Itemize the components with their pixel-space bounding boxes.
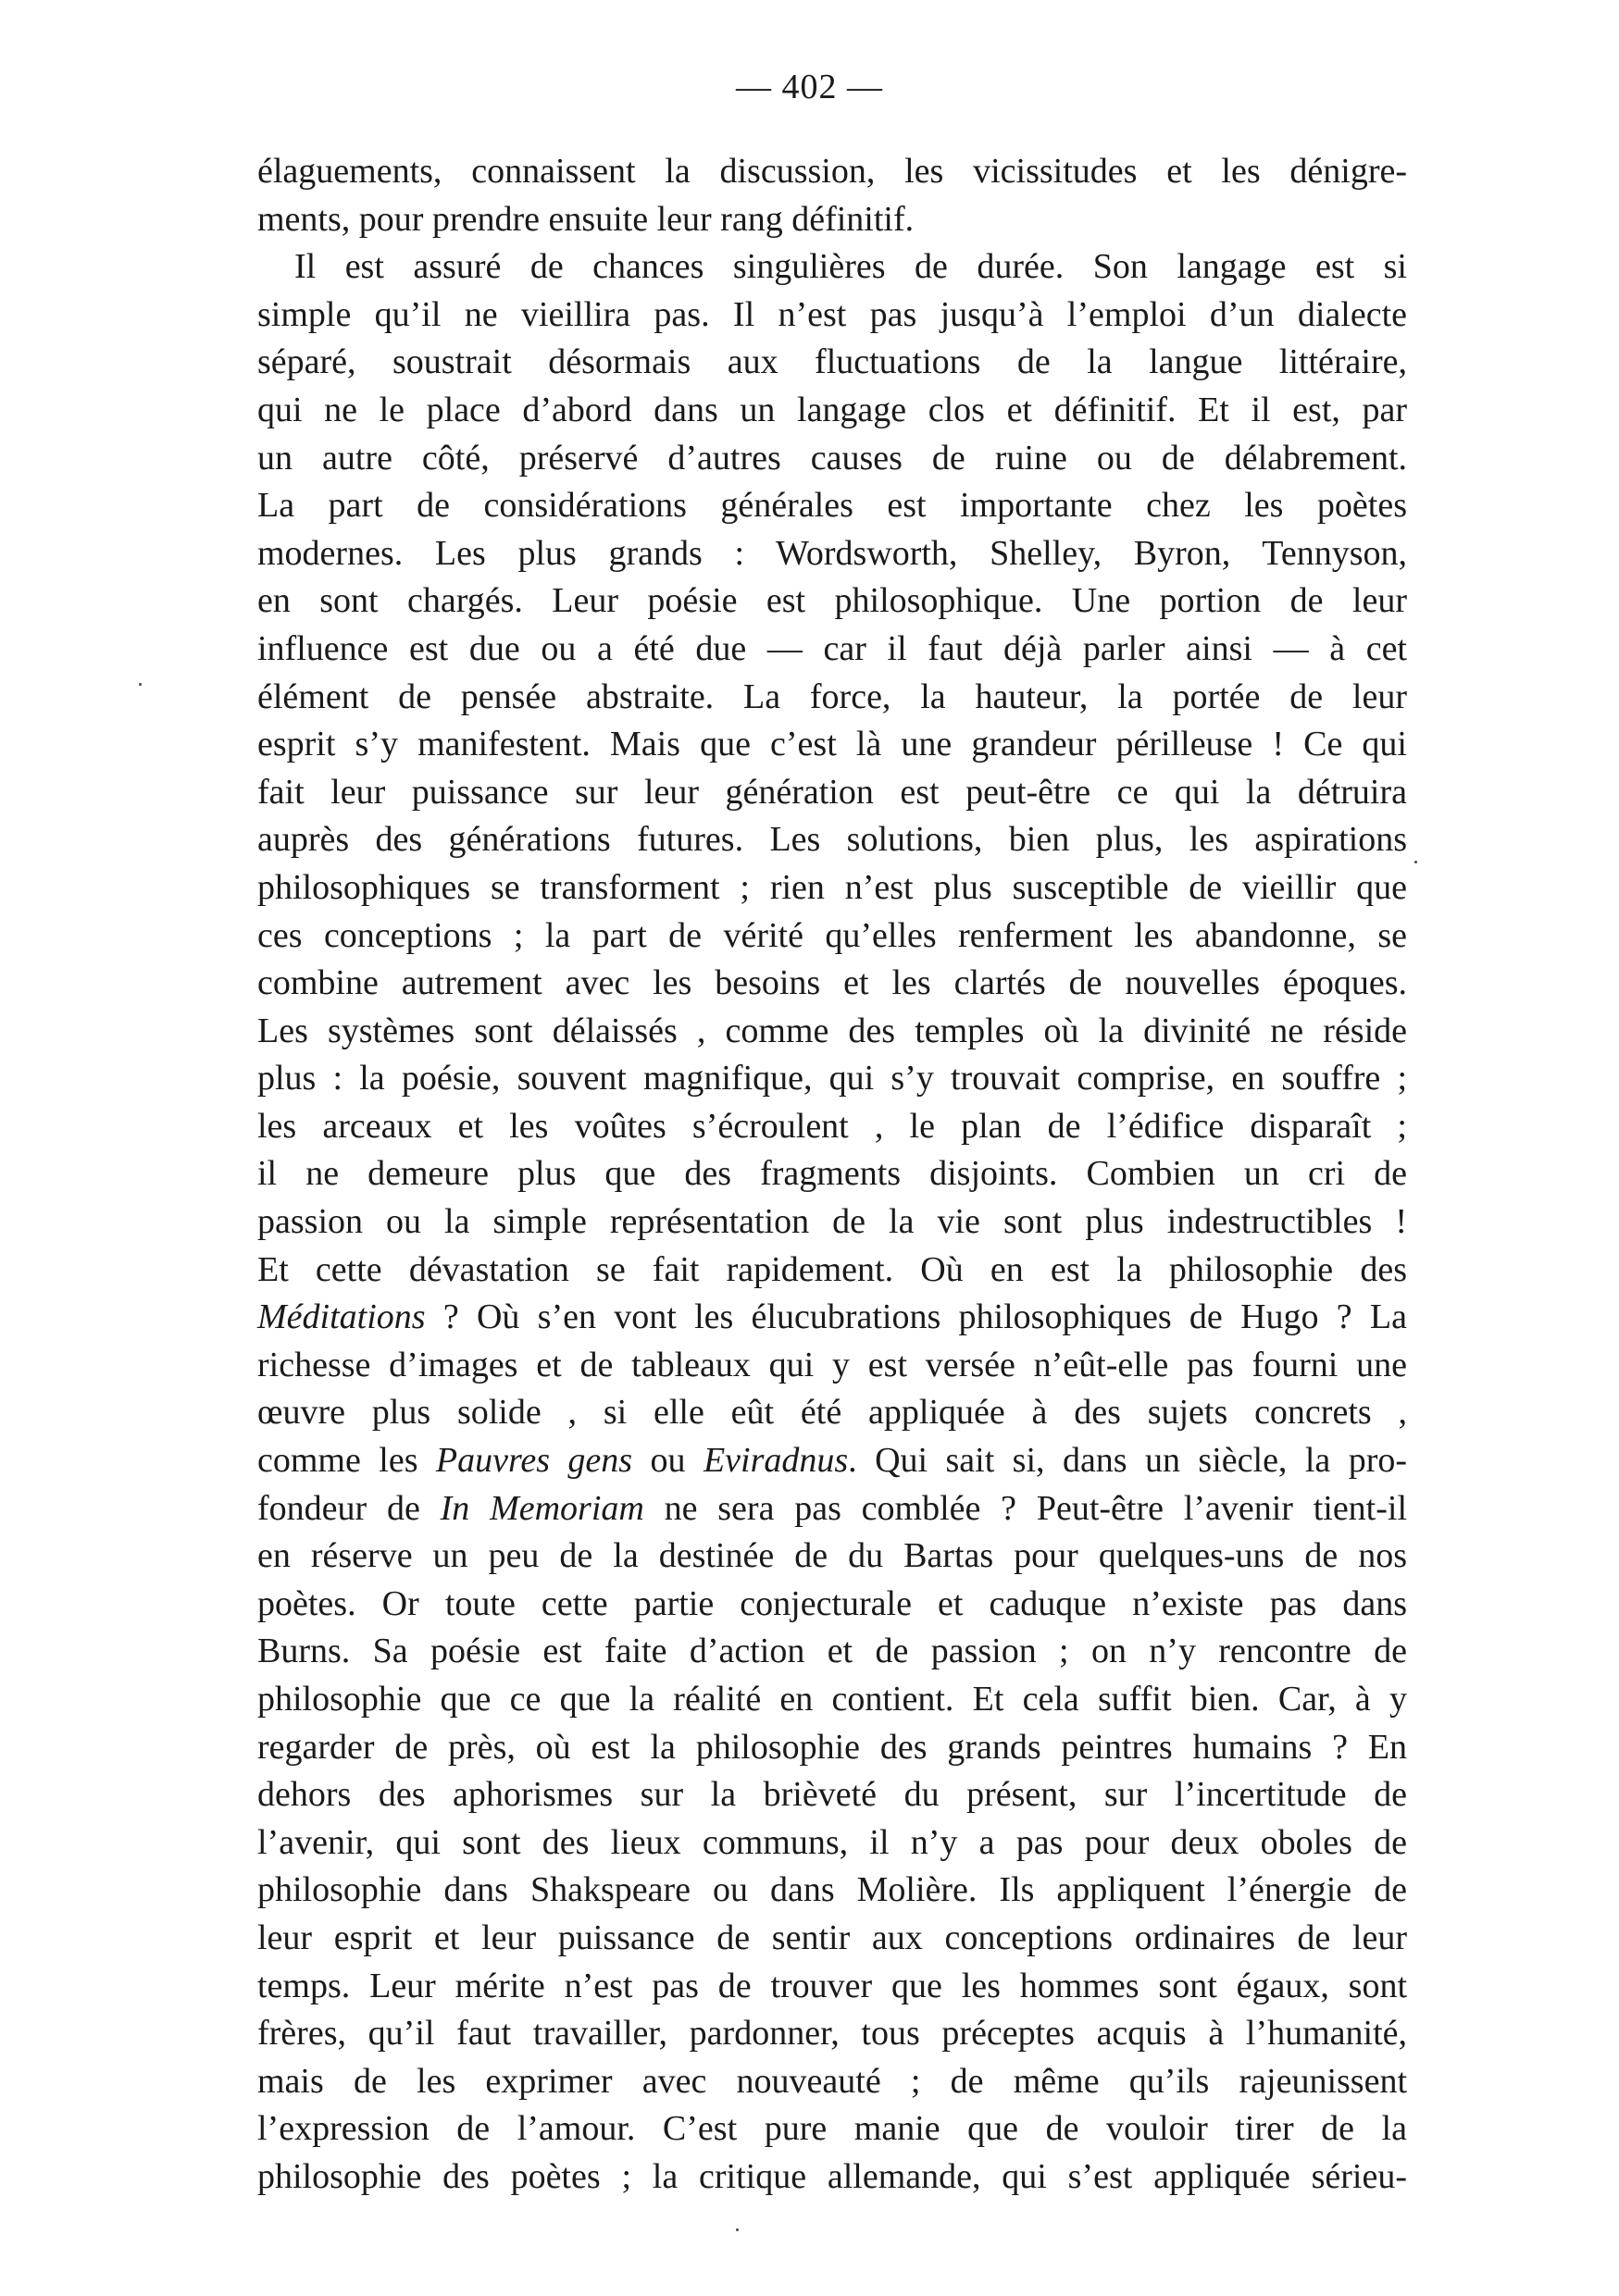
text-segment: fondeur de (257, 1488, 441, 1528)
italic-title: Pauvres gens (435, 1441, 633, 1481)
text-segment: l’avenir, qui sont des lieux communs, il n’y a pas pour deux oboles de (257, 1822, 1407, 1862)
body-text (257, 148, 1407, 2202)
text-line (257, 1437, 1407, 1485)
text-line (257, 243, 1407, 292)
text-segment: philosophie dans Shakspeare ou dans Molière. Ils appliquent l’énergie de (257, 1870, 1407, 1910)
italic-title: Méditations (257, 1297, 426, 1337)
text-segment: l’expression de l’amour. C’est pure manie que de vouloir tirer de la (257, 2109, 1407, 2149)
text-segment: passion ou la simple représentation de la vie sont plus indestructibles ! (257, 1202, 1407, 1242)
text-line (257, 1485, 1407, 1533)
text-line (257, 292, 1407, 340)
text-segment: en sont chargés. Leur poésie est philosophique. Une portion de leur (257, 581, 1407, 621)
scan-speck (139, 683, 142, 686)
text-line (257, 721, 1407, 769)
italic-title: In Memoriam (440, 1488, 644, 1528)
text-line (257, 769, 1407, 817)
text-segment: fait leur puissance sur leur génération est peut-être ce qui la détruira (257, 772, 1407, 812)
text-segment: leur esprit et leur puissance de sentir aux conceptions ordinaires de leur (257, 1917, 1407, 1957)
text-segment: élément de pensée abstraite. La force, la hauteur, la portée de leur (257, 676, 1407, 716)
text-segment: simple qu’il ne vieillira pas. Il n’est pas jusqu’à l’emploi d’un dialecte (257, 294, 1407, 334)
text-line (257, 1581, 1407, 1629)
text-line (257, 148, 1407, 196)
text-segment: Burns. Sa poésie est faite d’action et de passion ; on n’y rencontre de (257, 1632, 1407, 1671)
text-segment: ne sera pas comblée ? Peut-être l’avenir tient-il (643, 1488, 1408, 1528)
text-line (257, 1628, 1407, 1676)
text-segment: influence est due ou a été due — car il faut déjà parler ainsi — à cet (257, 628, 1407, 668)
text-line (257, 2058, 1407, 2106)
text-line (257, 1915, 1407, 1963)
text-segment: . Qui sait si, dans un siècle, la pro- (848, 1441, 1408, 1481)
text-line (257, 387, 1407, 435)
text-segment: philosophiques se transforment ; rien n’est plus susceptible de vieillir que (257, 867, 1407, 907)
text-line (257, 816, 1407, 864)
text-segment: combine autrement avec les besoins et les clartés de nouvelles époques. (257, 963, 1407, 1003)
text-line (257, 864, 1407, 912)
text-segment: philosophie que ce que la réalité en contient. Et cela suffit bien. Car, à y (257, 1680, 1407, 1719)
text-segment: un autre côté, préservé d’autres causes de ruine ou de délabrement. (257, 438, 1407, 478)
text-segment: temps. Leur mérite n’est pas de trouver que les hommes sont égaux, sont (257, 1966, 1407, 2005)
text-segment: dehors des aphorismes sur la brièveté du présent, sur l’incertitude de (257, 1775, 1407, 1815)
text-line (257, 2010, 1407, 2058)
text-segment: Les systèmes sont délaissés , comme des temples où la divinité ne réside (257, 1011, 1407, 1050)
text-segment: œuvre plus solide , si elle eût été appliquée à des sujets concrets , (257, 1393, 1407, 1433)
text-line (257, 1008, 1407, 1056)
text-line (257, 1819, 1407, 1868)
text-segment: les arceaux et les voûtes s’écroulent , le plan de l’édifice disparaît ; (257, 1106, 1407, 1146)
text-line (257, 530, 1407, 578)
text-line (257, 1389, 1407, 1437)
text-line (257, 1342, 1407, 1390)
text-segment: en réserve un peu de la destinée de du Bartas pour quelques-uns de nos (257, 1536, 1407, 1576)
text-segment: plus : la poésie, souvent magnifique, qui s’y trouvait comprise, en souffre ; (257, 1059, 1407, 1098)
text-segment: esprit s’y manifestent. Mais que c’est là une grandeur périlleuse ! Ce qui (257, 725, 1407, 764)
text-line (257, 482, 1407, 530)
text-segment: regarder de près, où est la philosophie des grands peintres humains ? En (257, 1727, 1407, 1767)
scan-speck (1414, 861, 1417, 863)
text-segment: il ne demeure plus que des fragments disjoints. Combien un cri de (257, 1154, 1407, 1194)
text-segment: philosophie des poètes ; la critique allemande, qui s’est appliquée sérieu- (257, 2156, 1407, 2196)
text-segment: élaguements, connaissent la discussion, les vicissitudes et les dénigre- (257, 152, 1407, 191)
text-segment: auprès des générations futures. Les solutions, bien plus, les aspirations (257, 820, 1407, 860)
text-line (257, 435, 1407, 483)
text-segment: qui ne le place d’abord dans un langage clos et définitif. Et il est, par (257, 390, 1407, 429)
text-line (257, 1150, 1407, 1198)
text-line (257, 674, 1407, 722)
text-line (257, 2105, 1407, 2153)
text-line (257, 1771, 1407, 1819)
text-line (257, 2153, 1407, 2202)
text-line (257, 1294, 1407, 1342)
text-line (257, 196, 1407, 244)
text-segment: Il est assuré de chances singulières de durée. Son langage est si (294, 247, 1407, 287)
text-line (257, 1055, 1407, 1103)
text-line (257, 339, 1407, 387)
text-line (257, 1103, 1407, 1151)
text-segment: richesse d’images et de tableaux qui y est versée n’eût-elle pas fourni une (257, 1345, 1407, 1384)
text-segment: poètes. Or toute cette partie conjecturale et caduque n’existe pas dans (257, 1583, 1407, 1623)
text-line (257, 1198, 1407, 1247)
text-segment: La part de considérations générales est importante chez les poètes (257, 486, 1407, 526)
text-line (257, 1247, 1407, 1295)
text-segment: ? Où s’en vont les élucubrations philosophiques de Hugo ? La (425, 1297, 1407, 1337)
text-segment: comme les (257, 1441, 436, 1481)
text-segment: modernes. Les plus grands : Wordsworth, Shelley, Byron, Tennyson, (257, 533, 1407, 573)
text-segment: mais de les exprimer avec nouveauté ; de même qu’ils rajeunissent (257, 2061, 1407, 2101)
text-line (257, 1963, 1407, 2011)
text-line (257, 626, 1407, 674)
scan-speck (736, 2228, 739, 2231)
italic-title: Eviradnus (703, 1441, 849, 1481)
page-number: — 402 — (736, 68, 883, 106)
text-line (257, 912, 1407, 961)
text-line (257, 960, 1407, 1008)
text-segment: frères, qu’il faut travailler, pardonner, tous préceptes acquis à l’humanité, (257, 2014, 1407, 2054)
text-line (257, 577, 1407, 626)
text-segment: ces conceptions ; la part de vérité qu’elles renferment les abandonne, se (257, 915, 1407, 955)
text-line (257, 1676, 1407, 1724)
text-segment: ments, pour prendre ensuite leur rang définitif. (257, 199, 915, 239)
text-line (257, 1867, 1407, 1915)
text-line (257, 1724, 1407, 1772)
text-segment: Et cette dévastation se fait rapidement. Où en est la philosophie des (257, 1249, 1407, 1289)
text-segment: ou (632, 1441, 704, 1481)
text-line (257, 1533, 1407, 1581)
text-segment: séparé, soustrait désormais aux fluctuations de la langue littéraire, (257, 342, 1407, 382)
